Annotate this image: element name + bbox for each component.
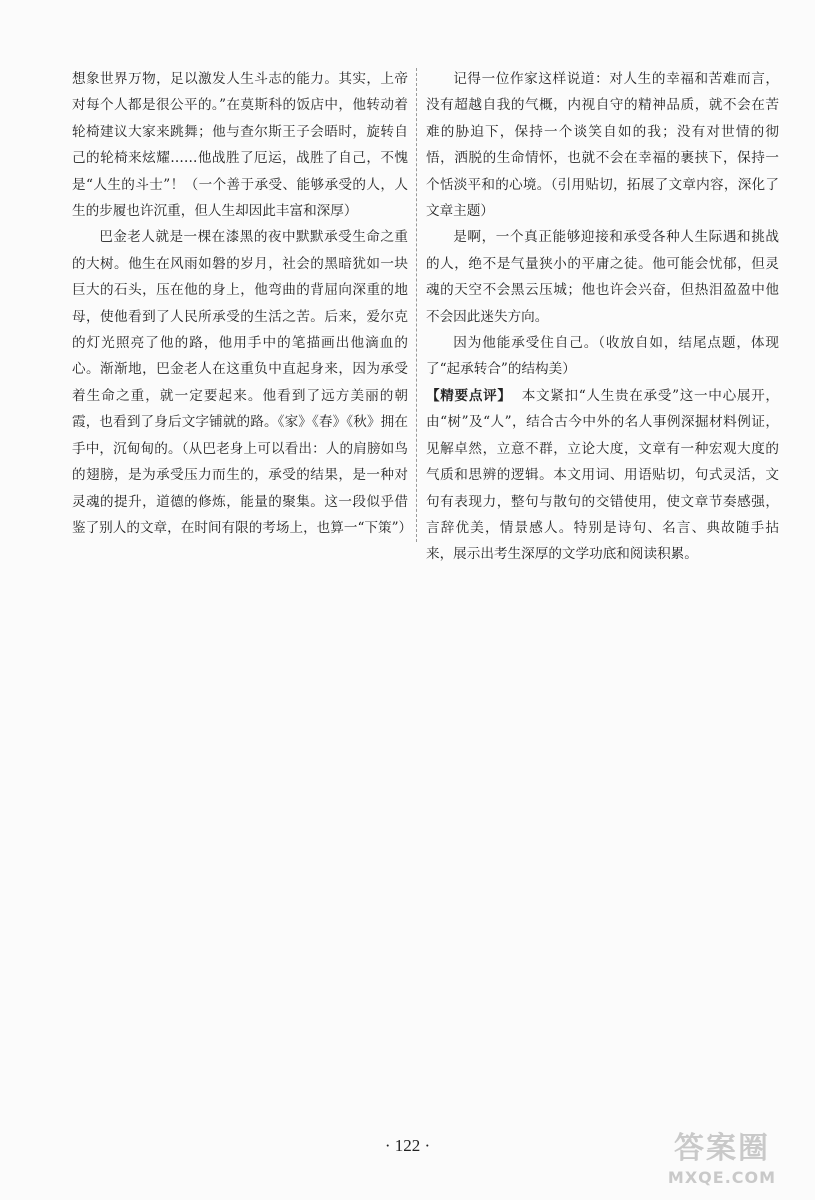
watermark-text: 答案圈 (674, 1131, 770, 1166)
left-paragraph-2: 巴金老人就是一棵在漆黑的夜中默默承受生命之重的大树。他生在风雨如磐的岁月，社会的黑暗犹如一块巨大的石头，压在他的身上，他弯曲的背屈向深重的地母，使他看到了人民所承受的生活之苦。后来，爱尔克的灯光照亮了他的路，他用手中的笔描画出他滴血的心。渐渐地，巴金老人在这重负中直起身来，因为承受着生命之重，就一定要起来。他看到了远方美丽的朝霞，也看到了身后文字铺就的路。《家》《春》《秋》拥在手中，沉甸甸的。（从巴老身上可以看出：人的肩膀如鸟的翅膀，是为承受压力而生的，承受的结果，是一种对灵魂的提升，道德的修炼，能量的聚集。这一段似乎借鉴了别人的文章，在时间有限的考场上，也算一“下策”） (72, 229, 413, 536)
right-paragraph-3: 因为他能承受住自己。（收放自如，结尾点题，体现了“起承转合”的结构美） (426, 335, 779, 378)
watermark-logo (647, 1130, 797, 1194)
comment-label: 【精要点评】 (426, 387, 512, 404)
column-divider (416, 68, 418, 542)
left-paragraph-1: 想象世界万物，足以激发人生斗志的能力。其实，上帝对每个人都是很公平的。”在莫斯科的饭店中，他转动着轮椅建议大家来跳舞；他与查尔斯王子会晤时，旋转自己的轮椅来炫耀……他战胜了厄运，战胜了自己，不愧是“人生的斗士”！（一个善于承受、能够承受的人，人生的步履也许沉重，但人生却因此丰富和深厚） (72, 71, 408, 220)
expert-comment (426, 383, 779, 568)
right-paragraph-1: 记得一位作家这样说道：对人生的幸福和苦难而言，没有超越自我的气概，内视自守的精神品质，就不会在苦难的胁迫下，保持一个谈笑自如的我；没有对世情的彻悟，洒脱的生命情怀，也就不会在幸福的裹挟下，保持一个恬淡平和的心境。（引用贴切，拓展了文章内容，深化了文章主题） (426, 71, 779, 220)
right-column (426, 66, 779, 568)
page-number: · 122 · (384, 1136, 431, 1155)
comment-text: 本文紧扣“人生贵在承受”这一中心展开，由“树”及“人”，结合古今中外的名人事例深掘材料例证，见解卓然，立意不群，立论大度，文章有一种宏观大度的气质和思辨的逻辑。本文用词、用语贴切，句式灵活，文句有表现力，整句与散句的交错使用，使文章节奏感强，言辞优美，情景感人。特别是诗句、名言、典故随手拈来，展示出考生深厚的文学功底和阅读积累。 (426, 387, 779, 563)
watermark-url: MXQE.COM (667, 1168, 777, 1187)
left-column (72, 66, 413, 541)
right-paragraph-2: 是啊，一个真正能够迎接和承受各种人生际遇和挑战的人，绝不是气量狭小的平庸之徒。他可能会忧郁，但灵魂的天空不会黑云压城；他也许会兴奋，但热泪盈盈中他不会因此迷失方向。 (426, 229, 779, 325)
